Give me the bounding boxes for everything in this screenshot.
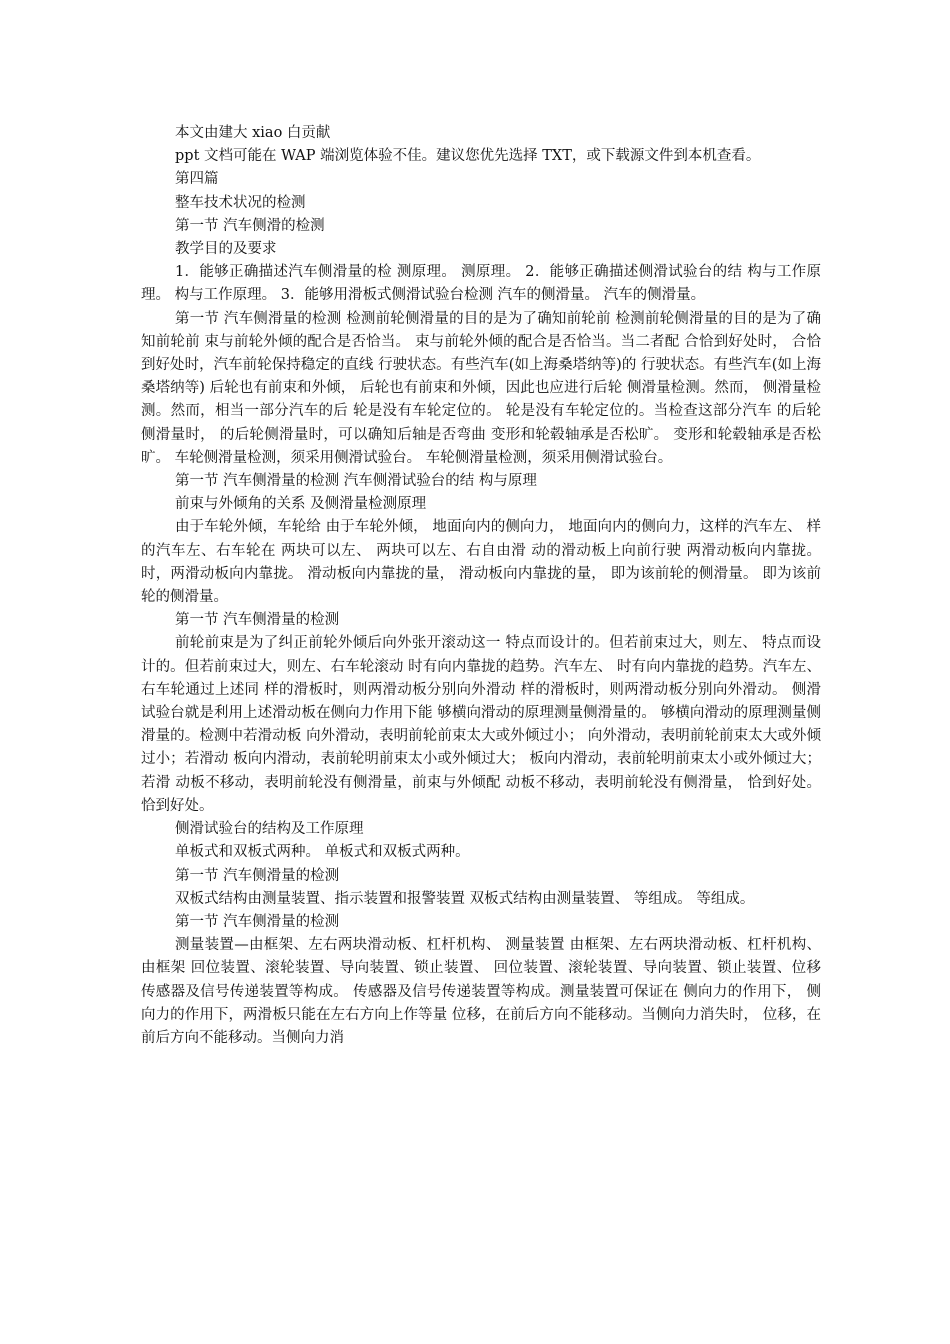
purpose-paragraph: 第一节 汽车侧滑量的检测 检测前轮侧滑量的目的是为了确知前轮前 检测前轮侧滑量的目的是为了确知前轮前 束与前轮外倾的配合是否恰当。 束与前轮外倾的配合是否恰当。当二者配 合恰到好处时， 合恰到好处时，汽车前轮保持稳定的直线 行驶状态。有些汽车(如上海桑塔纳等)的 行驶状态。有些汽车(如上海桑塔纳等) 后轮也有前束和外倾， 后轮也有前束和外倾，因此也应进行后轮 侧滑量检测。然而， 侧滑量检测。然而，相当一部分汽车的后 轮是没有车轮定位的。 轮是没有车轮定位的。当检查这部分汽车 的后轮侧滑量时， 的后轮侧滑量时，可以确知后轴是否弯曲 变形和轮毂轴承是否松旷。 变形和轮毂轴承是否松旷。 车轮侧滑量检测，须采用侧滑试验台。 车轮侧滑量检测，须采用侧滑试验台。 (141, 310, 821, 466)
section-subheading-4: 第一节 汽车侧滑量的检测 (175, 913, 340, 930)
objectives-paragraph: 1．能够正确描述汽车侧滑量的检 测原理。 测原理。 2．能够正确描述侧滑试验台的结 构与工作原理。 构与工作原理。 3．能够用滑板式侧滑试验台检测 汽车的侧滑量。 汽车的侧滑量。 (141, 264, 821, 304)
measuring-device-paragraph: 测量装置—由框架、左右两块滑动板、杠杆机构、 测量装置 由框架、左右两块滑动板、杠杆机构、 由框架 回位装置、滚轮装置、导向装置、锁止装置、 回位装置、滚轮装置、导向装置、锁止装置、位移 传感器及信号传递装置等构成。 传感器及信号传递装置等构成。测量装置可保证在 侧向力的作用下， 侧向力的作用下，两滑板只能在左右方向上作等量 位移，在前后方向不能移动。当侧向力消失时， 位移，在前后方向不能移动。当侧向力消 (141, 937, 821, 1046)
double-plate-paragraph: 双板式结构由测量装置、指示装置和报警装置 双板式结构由测量装置、 等组成。 等组成。 (175, 890, 755, 907)
part-heading: 第四篇 (175, 171, 219, 188)
contributor-line: 本文由建大 xiao 白贡献 (175, 125, 331, 141)
types-line: 单板式和双板式两种。 单板式和双板式两种。 (175, 844, 470, 861)
principle-subheading: 前束与外倾角的关系 及侧滑量检测原理 (175, 496, 427, 513)
camber-paragraph: 由于车轮外倾，车轮给 由于车轮外倾， 地面向内的侧向力， 地面向内的侧向力，这样的汽车左、 样的汽车左、右车轮在 两块可以左、 两块可以左、右自由滑 动的滑动板上向前行驶 两滑动板向内靠拢。 时，两滑动板向内靠拢。 滑动板向内靠拢的量， 滑动板向内靠拢的量， 即为该前轮的侧滑量。 即为该前轮的侧滑量。 (141, 519, 821, 606)
toe-paragraph: 前轮前束是为了纠正前轮外倾后向外张开滚动这一 特点而设计的。但若前束过大，则左、 特点而设计的。但若前束过大，则左、右车轮滚动 时有向内靠拢的趋势。汽车左、 时有向内靠拢的趋势。汽车左、右车轮通过上述同 样的滑板时，则两滑动板分别向外滑动 样的滑板时，则两滑动板分别向外滑动。 侧滑试验台就是利用上述滑动板在侧向力作用下能 够横向滑动的原理测量侧滑量的。 够横向滑动的原理测量侧滑量的。检测中若滑动板 向外滑动，表明前轮前束太大或外倾过小； 向外滑动，表明前轮前束太大或外倾过小；若滑动 板向内滑动，表前轮明前束太小或外倾过大； 板向内滑动，表前轮明前束太小或外倾过大；若滑 动板不移动，表明前轮没有侧滑量，前束与外倾配 动板不移动，表明前轮没有侧滑量， 恰到好处。 恰到好处。 (141, 635, 821, 814)
section-subheading-2: 第一节 汽车侧滑量的检测 (175, 612, 340, 629)
section-subheading-1: 第一节 汽车侧滑量的检测 汽车侧滑试验台的结 构与原理 (175, 473, 537, 490)
part-title: 整车技术状况的检测 (175, 194, 306, 211)
structure-subheading: 侧滑试验台的结构及工作原理 (175, 821, 364, 838)
format-notice: ppt 文档可能在 WAP 端浏览体验不佳。建议您优先选择 TXT，或下载源文件到本机查看。 (175, 148, 761, 165)
document-page (141, 122, 821, 1050)
section-heading: 第一节 汽车侧滑的检测 (175, 217, 325, 234)
section-subheading-3: 第一节 汽车侧滑量的检测 (175, 867, 340, 884)
objectives-heading: 教学目的及要求 (175, 241, 277, 258)
